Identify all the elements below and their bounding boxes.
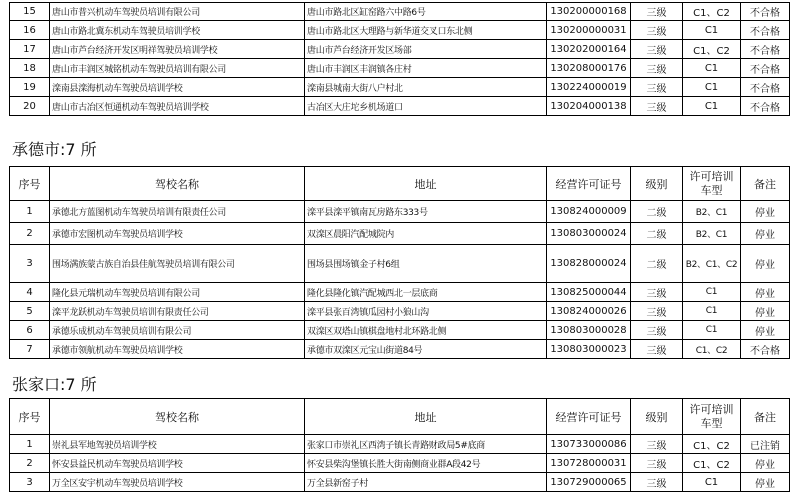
school-address-cell: 张家口市崇礼区西湾子镇长青路财政局5#底商 xyxy=(305,435,547,454)
header-address: 地址 xyxy=(305,167,547,201)
vehicle-types-cell: C1 xyxy=(683,321,741,340)
zhangjiakou-heading: 张家口:7 所 xyxy=(12,375,97,394)
table-row xyxy=(10,223,790,245)
school-name-cell: 围场满族蒙古族自治县佳航驾驶员培训有限公司 xyxy=(50,245,305,283)
header-types: 许可培训车型 xyxy=(683,167,741,201)
row-number-cell: 3 xyxy=(10,473,50,492)
school-name-cell: 崇礼县军地驾驶员培训学校 xyxy=(50,435,305,454)
school-name-cell: 唐山市丰润区城铭机动车驾驶员培训有限公司 xyxy=(50,59,305,78)
table-row xyxy=(10,321,790,340)
level-cell: 三级 xyxy=(631,97,683,116)
school-address-cell: 承德市双滦区元宝山街道84号 xyxy=(305,340,547,359)
level-cell: 三级 xyxy=(631,340,683,359)
row-number-cell: 1 xyxy=(10,201,50,223)
row-number-cell: 2 xyxy=(10,223,50,245)
header-no: 序号 xyxy=(10,167,50,201)
vehicle-types-cell: C1、C2 xyxy=(683,3,741,21)
header-level: 级别 xyxy=(631,399,683,435)
chengde-heading: 承德市:7 所 xyxy=(12,140,97,159)
remark-cell: 不合格 xyxy=(741,40,790,59)
school-address-cell: 古冶区大庄坨乡机场道口 xyxy=(305,97,547,116)
vehicle-types-cell: C1 xyxy=(683,283,741,302)
row-number-cell: 2 xyxy=(10,454,50,473)
school-name-cell: 承德北方蓝图机动车驾驶员培训有限责任公司 xyxy=(50,201,305,223)
school-name-cell: 唐山市芦台经济开发区明祥驾驶员培训学校 xyxy=(50,40,305,59)
row-number-cell: 15 xyxy=(10,3,50,21)
table-row xyxy=(10,3,790,21)
table-header-row xyxy=(10,399,790,435)
level-cell: 三级 xyxy=(631,454,683,473)
header-types: 许可培训车型 xyxy=(683,399,741,435)
remark-cell: 不合格 xyxy=(741,21,790,40)
table-row xyxy=(10,59,790,78)
license-number-cell: 130803000024 xyxy=(547,223,631,245)
vehicle-types-cell: C1、C2 xyxy=(683,454,741,473)
license-number-cell: 130200000168 xyxy=(547,3,631,21)
vehicle-types-cell: C1 xyxy=(683,59,741,78)
row-number-cell: 3 xyxy=(10,245,50,283)
school-name-cell: 承德市宏图机动车驾驶员培训学校 xyxy=(50,223,305,245)
license-number-cell: 130224000019 xyxy=(547,78,631,97)
vehicle-types-cell: C1 xyxy=(683,97,741,116)
remark-cell: 不合格 xyxy=(741,3,790,21)
level-cell: 三级 xyxy=(631,21,683,40)
level-cell: 三级 xyxy=(631,321,683,340)
license-number-cell: 130828000024 xyxy=(547,245,631,283)
chengde-table xyxy=(9,166,790,359)
remark-cell: 不合格 xyxy=(741,97,790,116)
vehicle-types-cell: C1、C2 xyxy=(683,340,741,359)
table-row xyxy=(10,201,790,223)
table-row xyxy=(10,435,790,454)
header-address: 地址 xyxy=(305,399,547,435)
license-number-cell: 130803000023 xyxy=(547,340,631,359)
school-address-cell: 唐山市路北区缸窑路六中路6号 xyxy=(305,3,547,21)
remark-cell: 已注销 xyxy=(741,435,790,454)
row-number-cell: 18 xyxy=(10,59,50,78)
school-address-cell: 万全县新窑子村 xyxy=(305,473,547,492)
school-address-cell: 滦平县张百湾镇瓜园村小狼山沟 xyxy=(305,302,547,321)
level-cell: 三级 xyxy=(631,40,683,59)
zhangjiakou-table xyxy=(9,398,790,492)
license-number-cell: 130200000031 xyxy=(547,21,631,40)
school-name-cell: 承德市领航机动车驾驶员培训学校 xyxy=(50,340,305,359)
table-row xyxy=(10,340,790,359)
header-remark: 备注 xyxy=(741,167,790,201)
table-row xyxy=(10,78,790,97)
school-address-cell: 唐山市路北区大理路与新华道交叉口东北侧 xyxy=(305,21,547,40)
row-number-cell: 16 xyxy=(10,21,50,40)
table-row xyxy=(10,97,790,116)
school-address-cell: 滦平县滦平镇南瓦房路东333号 xyxy=(305,201,547,223)
level-cell: 三级 xyxy=(631,435,683,454)
remark-cell: 不合格 xyxy=(741,340,790,359)
vehicle-types-cell: C1、C2 xyxy=(683,435,741,454)
license-number-cell: 130208000176 xyxy=(547,59,631,78)
school-name-cell: 滦南县滦海机动车驾驶员培训学校 xyxy=(50,78,305,97)
level-cell: 三级 xyxy=(631,59,683,78)
row-number-cell: 5 xyxy=(10,302,50,321)
license-number-cell: 130204000138 xyxy=(547,97,631,116)
header-no: 序号 xyxy=(10,399,50,435)
school-address-cell: 围场县围场镇金子村6组 xyxy=(305,245,547,283)
tangshan-table xyxy=(9,2,790,116)
level-cell: 二级 xyxy=(631,245,683,283)
header-remark: 备注 xyxy=(741,399,790,435)
header-name: 驾校名称 xyxy=(50,399,305,435)
table-row xyxy=(10,21,790,40)
remark-cell: 不合格 xyxy=(741,78,790,97)
level-cell: 二级 xyxy=(631,201,683,223)
school-address-cell: 唐山市芦台经济开发区场部 xyxy=(305,40,547,59)
remark-cell: 停业 xyxy=(741,245,790,283)
table-header-row xyxy=(10,167,790,201)
license-number-cell: 130825000044 xyxy=(547,283,631,302)
school-name-cell: 承德乐成机动车驾驶员培训有限公司 xyxy=(50,321,305,340)
header-level: 级别 xyxy=(631,167,683,201)
remark-cell: 停业 xyxy=(741,454,790,473)
vehicle-types-cell: B2、C1 xyxy=(683,223,741,245)
license-number-cell: 130733000086 xyxy=(547,435,631,454)
row-number-cell: 6 xyxy=(10,321,50,340)
school-name-cell: 滦平龙跃机动车驾驶员培训有限责任公司 xyxy=(50,302,305,321)
level-cell: 二级 xyxy=(631,223,683,245)
row-number-cell: 17 xyxy=(10,40,50,59)
vehicle-types-cell: C1 xyxy=(683,21,741,40)
level-cell: 三级 xyxy=(631,3,683,21)
table-row xyxy=(10,283,790,302)
level-cell: 三级 xyxy=(631,473,683,492)
row-number-cell: 1 xyxy=(10,435,50,454)
row-number-cell: 7 xyxy=(10,340,50,359)
vehicle-types-cell: B2、C1、C2 xyxy=(683,245,741,283)
level-cell: 三级 xyxy=(631,283,683,302)
license-number-cell: 130824000026 xyxy=(547,302,631,321)
school-address-cell: 怀安县柴沟堡镇长胜大街南侧商业群A段42号 xyxy=(305,454,547,473)
level-cell: 三级 xyxy=(631,302,683,321)
vehicle-types-cell: B2、C1 xyxy=(683,201,741,223)
header-name: 驾校名称 xyxy=(50,167,305,201)
table-row xyxy=(10,454,790,473)
vehicle-types-cell: C1、C2 xyxy=(683,40,741,59)
row-number-cell: 20 xyxy=(10,97,50,116)
school-address-cell: 双滦区晨阳汽配城院内 xyxy=(305,223,547,245)
school-name-cell: 隆化县元瑞机动车驾驶员培训有限公司 xyxy=(50,283,305,302)
level-cell: 三级 xyxy=(631,78,683,97)
remark-cell: 不合格 xyxy=(741,59,790,78)
license-number-cell: 130803000028 xyxy=(547,321,631,340)
row-number-cell: 4 xyxy=(10,283,50,302)
header-license: 经营许可证号 xyxy=(547,167,631,201)
remark-cell: 停业 xyxy=(741,201,790,223)
remark-cell: 停业 xyxy=(741,321,790,340)
license-number-cell: 130729000065 xyxy=(547,473,631,492)
row-number-cell: 19 xyxy=(10,78,50,97)
license-number-cell: 130202000164 xyxy=(547,40,631,59)
school-address-cell: 隆化县隆化镇汽配城西北一层底商 xyxy=(305,283,547,302)
remark-cell: 停业 xyxy=(741,283,790,302)
table-row xyxy=(10,302,790,321)
school-address-cell: 滦南县城南大街八户村北 xyxy=(305,78,547,97)
school-name-cell: 唐山市路北冀东机动车驾驶员培训学校 xyxy=(50,21,305,40)
license-number-cell: 130728000031 xyxy=(547,454,631,473)
school-address-cell: 双滦区双塔山镇棋盘地村北环路北侧 xyxy=(305,321,547,340)
school-name-cell: 唐山市古冶区恒通机动车驾驶员培训学校 xyxy=(50,97,305,116)
remark-cell: 停业 xyxy=(741,473,790,492)
table-row xyxy=(10,245,790,283)
remark-cell: 停业 xyxy=(741,223,790,245)
school-name-cell: 唐山市普兴机动车驾驶员培训有限公司 xyxy=(50,3,305,21)
vehicle-types-cell: C1 xyxy=(683,78,741,97)
table-row xyxy=(10,40,790,59)
school-name-cell: 万全区安宇机动车驾驶员培训学校 xyxy=(50,473,305,492)
school-name-cell: 怀安县益民机动车驾驶员培训学校 xyxy=(50,454,305,473)
table-row xyxy=(10,473,790,492)
license-number-cell: 130824000009 xyxy=(547,201,631,223)
remark-cell: 停业 xyxy=(741,302,790,321)
header-license: 经营许可证号 xyxy=(547,399,631,435)
school-address-cell: 唐山市丰润区丰润镇各庄村 xyxy=(305,59,547,78)
vehicle-types-cell: C1 xyxy=(683,473,741,492)
vehicle-types-cell: C1 xyxy=(683,302,741,321)
